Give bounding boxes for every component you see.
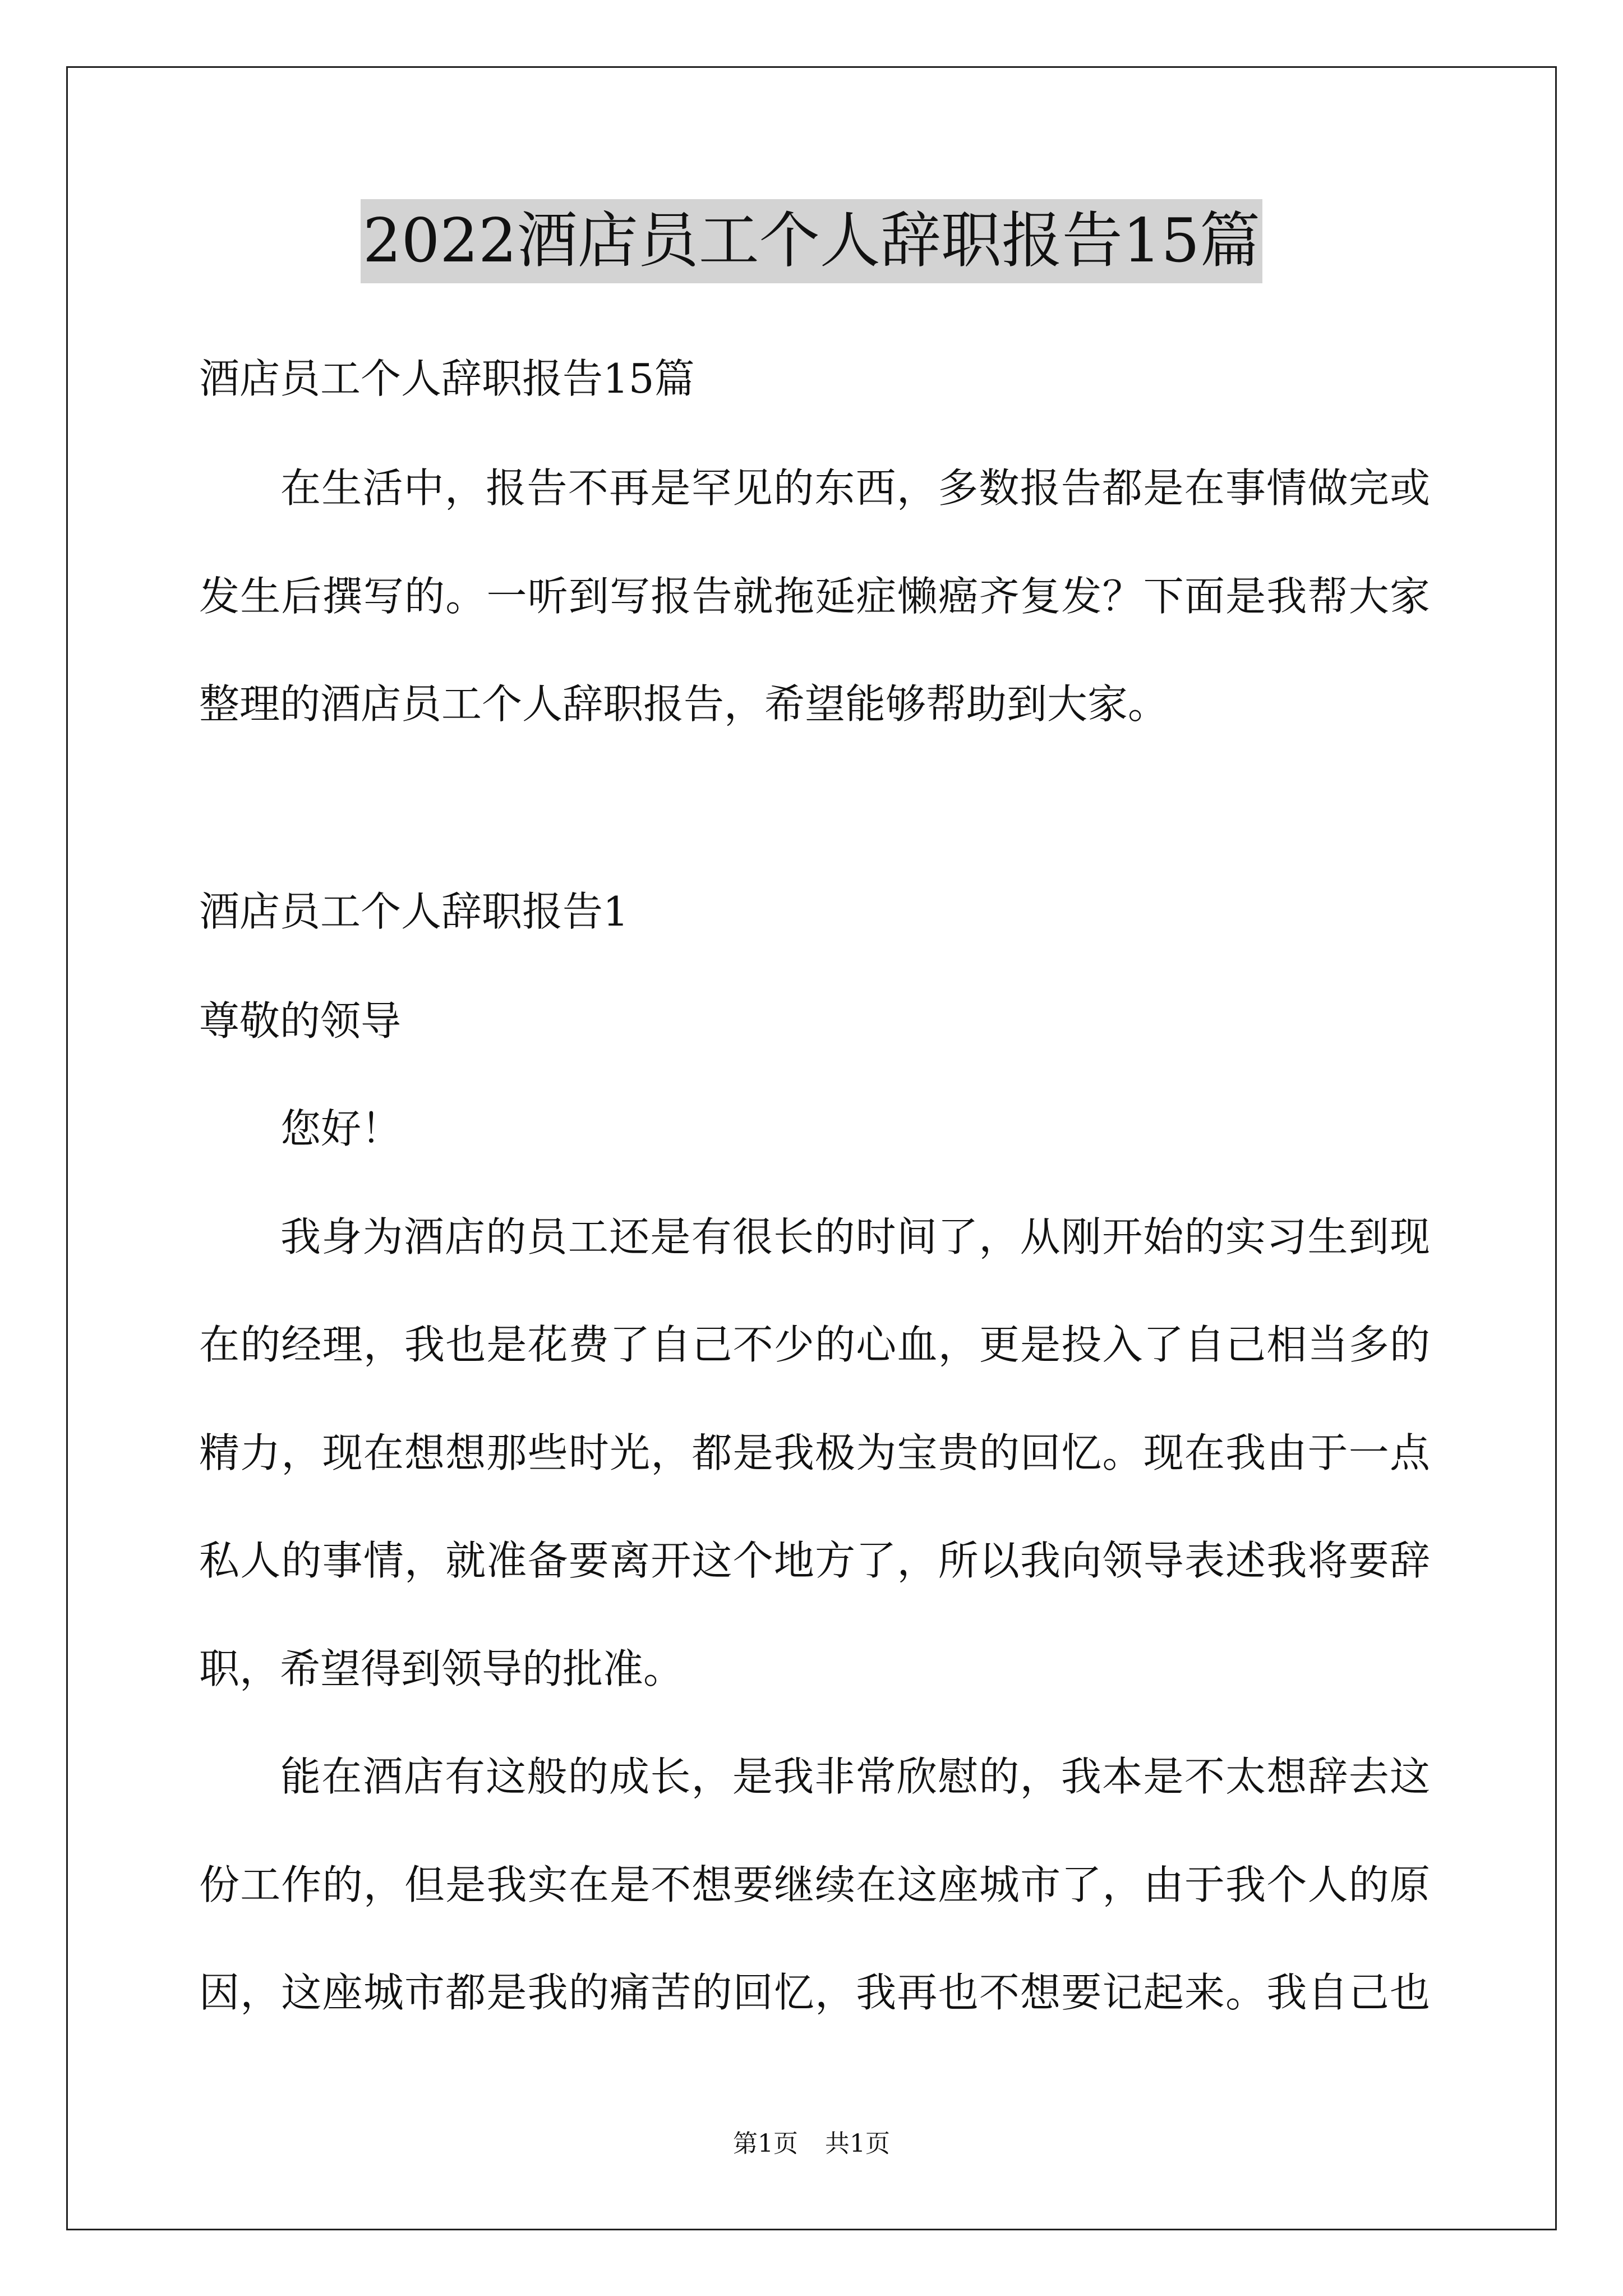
greeting: 您好！ xyxy=(280,1105,402,1152)
paragraph-line: 在的经理，我也是花费了自己不少的心血，更是投入了自己相当多的 xyxy=(199,1321,1430,1368)
paragraph-line: 精力，现在想想那些时光，都是我极为宝贵的回忆。现在我由于一点 xyxy=(199,1429,1430,1476)
intro-line: 发生后撰写的。一听到写报告就拖延症懒癌齐复发？下面是我帮大家 xyxy=(199,573,1430,620)
intro-line: 整理的酒店员工个人辞职报告，希望能够帮助到大家。 xyxy=(199,680,1169,728)
document-subtitle: 酒店员工个人辞职报告15篇 xyxy=(199,355,695,402)
paragraph-line: 因，这座城市都是我的痛苦的回忆，我再也不想要记起来。我自己也 xyxy=(199,1969,1430,2016)
salutation: 尊敬的领导 xyxy=(199,997,402,1045)
document-title: 2022酒店员工个人辞职报告15篇 xyxy=(361,199,1262,283)
page-footer xyxy=(0,2127,1623,2161)
title-wrap xyxy=(0,199,1623,283)
page-number: 第1页 xyxy=(733,2129,798,2158)
page-total: 共1页 xyxy=(825,2129,890,2158)
paragraph-line: 职，希望得到领导的批准。 xyxy=(199,1645,684,1692)
paragraph-line: 能在酒店有这般的成长，是我非常欣慰的，我本是不太想辞去这 xyxy=(280,1753,1430,1800)
intro-line: 在生活中，报告不再是罕见的东西，多数报告都是在事情做完或 xyxy=(280,464,1430,512)
paragraph-line: 私人的事情，就准备要离开这个地方了，所以我向领导表述我将要辞 xyxy=(199,1537,1430,1584)
paragraph-line: 份工作的，但是我实在是不想要继续在这座城市了，由于我个人的原 xyxy=(199,1861,1430,1908)
paragraph-line: 我身为酒店的员工还是有很长的时间了，从刚开始的实习生到现 xyxy=(280,1213,1430,1260)
section-heading: 酒店员工个人辞职报告1 xyxy=(199,888,629,935)
